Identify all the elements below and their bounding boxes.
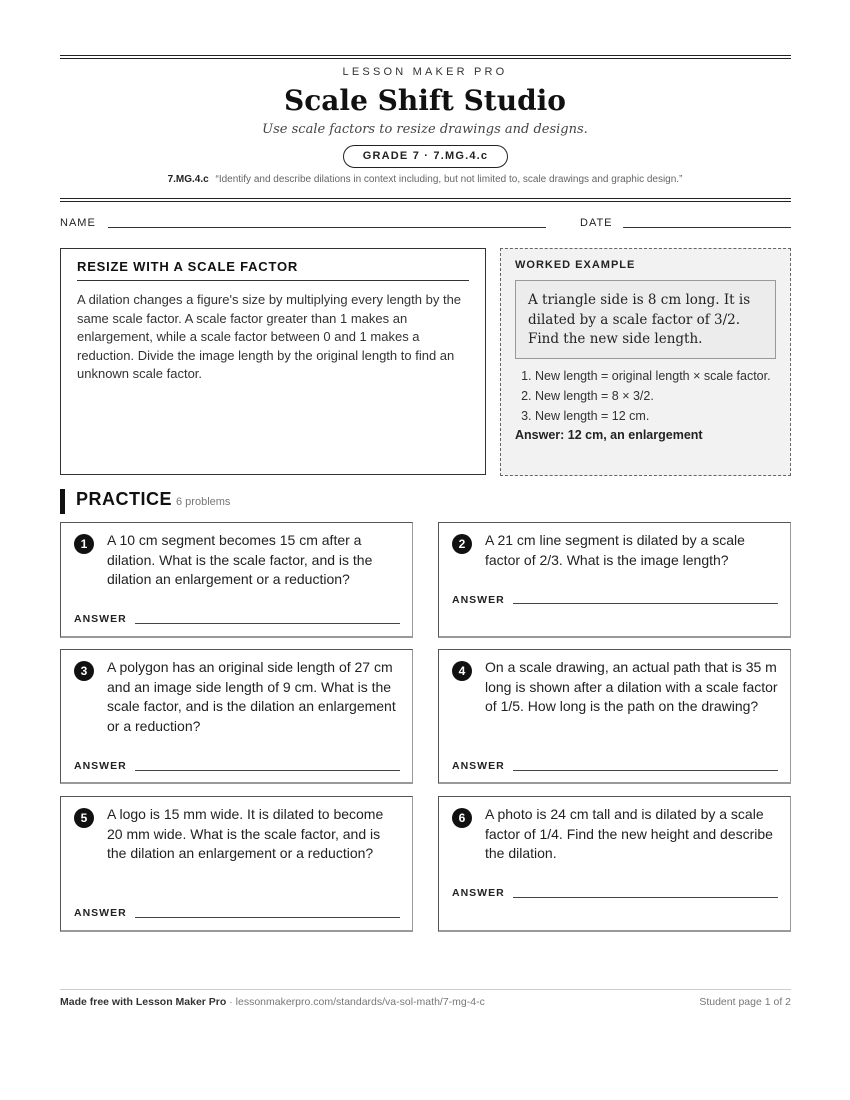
answer-label: ANSWER [74, 907, 127, 919]
answer-label: ANSWER [452, 594, 505, 606]
date-label: DATE [580, 217, 613, 229]
problem-text: A polygon has an original side length of 27 cm and an image side length of 9 cm. What is the scale factor, and is the dilation an enlargement or a reduction? [107, 659, 396, 734]
problem-text: A 10 cm segment becomes 15 cm after a dilation. What is the scale factor, and is the dilation an enlargement or a reduction? [107, 532, 373, 587]
date-field[interactable] [623, 227, 791, 228]
problem-text: A 21 cm line segment is dilated by a scale factor of 2/3. What is the image length? [485, 532, 745, 568]
page-title: Scale Shift Studio [284, 84, 566, 117]
answer-field[interactable] [135, 770, 400, 771]
problem-number-badge: 4 [452, 661, 472, 681]
name-date-row [60, 216, 791, 232]
header-rule-top-1 [60, 55, 791, 56]
practice-accent-bar [60, 489, 65, 514]
name-label: NAME [60, 217, 96, 229]
brand-label: LESSON MAKER PRO [342, 66, 508, 78]
problem-number-badge: 3 [74, 661, 94, 681]
header-rule-top-2 [60, 58, 791, 59]
problem-number-badge: 5 [74, 808, 94, 828]
answer-label: ANSWER [74, 613, 127, 625]
answer-field[interactable] [513, 603, 778, 604]
grade-badge: GRADE 7 · 7.MG.4.c [343, 145, 508, 168]
concept-heading: RESIZE WITH A SCALE FACTOR [77, 259, 469, 281]
problem-number-badge: 2 [452, 534, 472, 554]
problem-text: A logo is 15 mm wide. It is dilated to become 20 mm wide. What is the scale factor, and is the dilation an enlargement or a reduction? [107, 806, 384, 861]
concept-box [60, 248, 486, 475]
problem-number-badge: 1 [74, 534, 94, 554]
problem-card-2 [438, 522, 791, 638]
worked-example-step: 2. New length = 8 × 3/2. [535, 388, 776, 405]
page-subtitle: Use scale factors to resize drawings and designs. [262, 122, 588, 137]
worked-example-heading: WORKED EXAMPLE [515, 259, 636, 271]
problem-text: A photo is 24 cm tall and is dilated by a scale factor of 1/4. Find the new height and describe the dilation. [485, 806, 773, 861]
footer-made-with: Made free with Lesson Maker Pro [60, 996, 227, 1008]
answer-field[interactable] [135, 917, 400, 918]
header-rule-bottom-2 [60, 201, 791, 202]
problem-number-badge: 6 [452, 808, 472, 828]
practice-title: PRACTICE [76, 489, 173, 509]
name-field[interactable] [108, 227, 546, 228]
worked-example-step: 3. New length = 12 cm. [535, 408, 776, 425]
answer-label: ANSWER [452, 760, 505, 772]
standard-line [0, 174, 850, 185]
answer-label: ANSWER [452, 887, 505, 899]
concept-body: A dilation changes a figure's size by multiplying every length by the same scale factor. A scale factor greater than 1 makes an enlargement, while a scale factor between 0 and 1 makes a reduction. Divide the image length by the original length to find an unknown scale factor. [77, 292, 462, 381]
problem-card-5 [60, 796, 413, 932]
worked-example-prompt: A triangle side is 8 cm long. It is dilated by a scale factor of 3/2. Find the new side length. [515, 280, 776, 359]
footer-page-number: Student page 1 of 2 [699, 996, 791, 1008]
footer-rule [60, 989, 791, 990]
problem-card-1 [60, 522, 413, 638]
worked-example-box [500, 248, 791, 476]
footer-separator: · [226, 996, 236, 1008]
problem-text: On a scale drawing, an actual path that is 35 m long is shown after a dilation with a scale factor of 1/5. How long is the path on the drawing? [485, 659, 778, 714]
worked-example-steps [515, 368, 776, 425]
standard-text: “Identify and describe dilations in context including, but not limited to, scale drawings and graphic design.” [215, 174, 683, 185]
practice-count: 6 problems [176, 496, 231, 508]
problem-card-3 [60, 649, 413, 784]
worked-example-answer: Answer: 12 cm, an enlargement [515, 428, 703, 442]
standard-code: 7.MG.4.c [167, 174, 209, 185]
footer-credit [60, 996, 485, 1008]
answer-label: ANSWER [74, 760, 127, 772]
footer-url-link[interactable]: lessonmakerpro.com/standards/va-sol-math/7-mg-4-c [235, 996, 485, 1008]
answer-field[interactable] [513, 770, 778, 771]
answer-field[interactable] [513, 897, 778, 898]
worked-example-step: 1. New length = original length × scale factor. [535, 368, 776, 385]
problem-card-6 [438, 796, 791, 932]
problem-card-4 [438, 649, 791, 784]
answer-field[interactable] [135, 623, 400, 624]
header-rule-bottom-1 [60, 198, 791, 199]
